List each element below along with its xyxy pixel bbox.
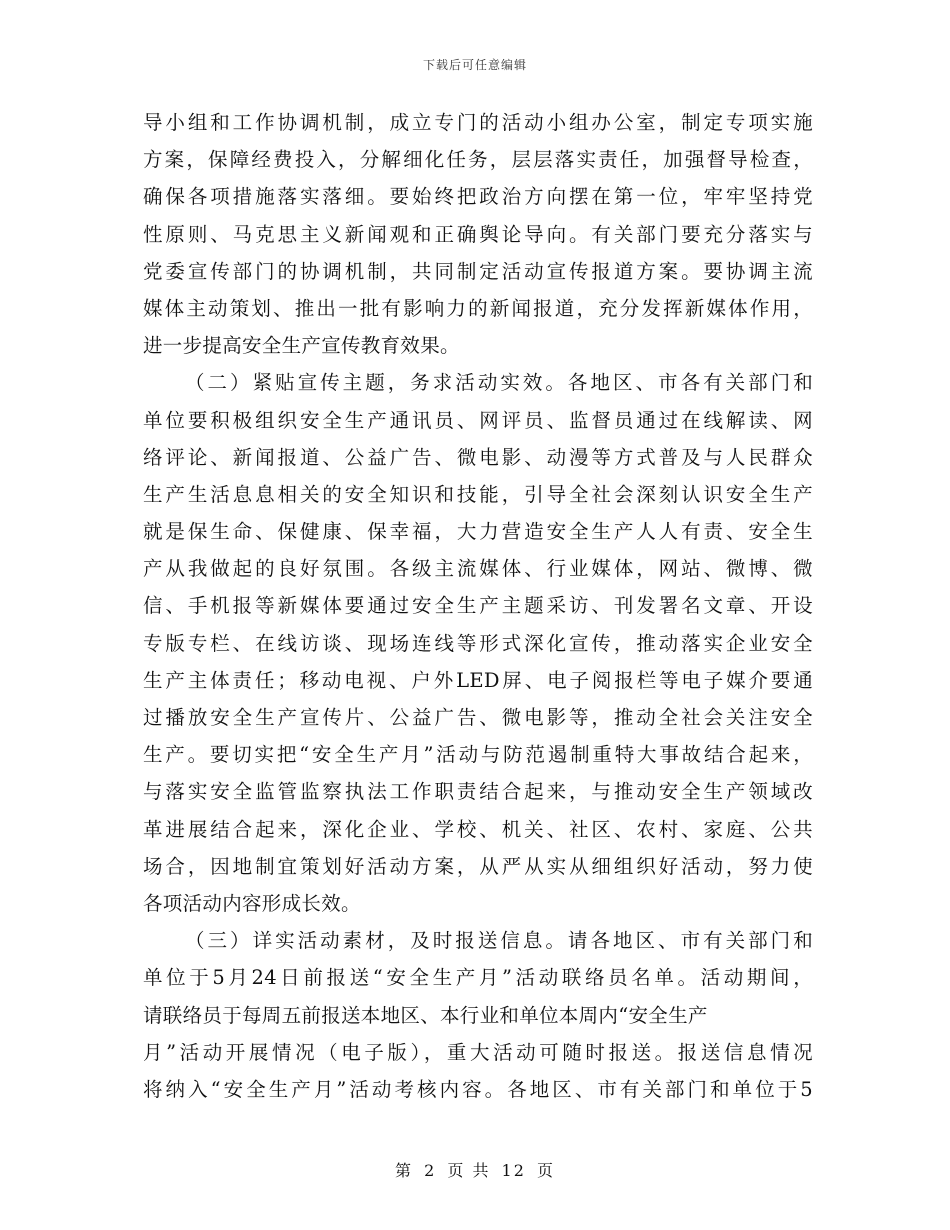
footer-suffix: 页 (537, 1161, 556, 1180)
text-line: 媒体主动策划、推出一批有影响力的新闻报道，充分发挥新媒体作用， (143, 296, 813, 320)
text-line: 信、手机报等新媒体要通过安全生产主题采访、刊发署名文章、开设 (143, 594, 813, 618)
text-line: 党委宣传部门的协调机制，共同制定活动宣传报道方案。要协调主流 (143, 259, 813, 283)
text-line: 产从我做起的良好氛围。各级主流媒体、行业媒体，网站、微博、微 (143, 557, 813, 581)
text-line: 单位要积极组织安全生产通讯员、网评员、监督员通过在线解读、网 (143, 408, 813, 432)
text-line: 生产生活息息相关的安全知识和技能，引导全社会深刻认识安全生产 (143, 482, 813, 506)
text-line: 场合，因地制宜策划好活动方案，从严从实从细组织好活动，努力使 (143, 854, 813, 878)
text-line: 就是保生命、保健康、保幸福，大力营造安全生产人人有责、安全生 (143, 520, 813, 544)
footer-current-page: 2 (424, 1161, 437, 1180)
text-line: 确保各项措施落实落细。要始终把政治方向摆在第一位，牢牢坚持党 (143, 185, 813, 209)
text-line: 专版专栏、在线访谈、现场连线等形式深化宣传，推动落实企业安全 (143, 631, 813, 655)
text-line: 过播放安全生产宣传片、公益广告、微电影等，推动全社会关注安全 (143, 706, 813, 729)
text-line: 与落实安全监管监察执法工作职责结合起来，与推动安全生产领域改 (143, 780, 813, 804)
page-header: 下载后可任意编辑 (422, 58, 527, 72)
text-line: 单位于5月24日前报送“安全生产月”活动联络员名单。活动期间， (143, 966, 813, 990)
text-line: 请联络员于每周五前报送本地区、本行业和单位本周内“安全生产 (143, 1003, 708, 1027)
text-line: 各项活动内容形成长效。 (143, 891, 361, 915)
text-line: （二）紧贴宣传主题，务求活动实效。各地区、市各有关部门和 (185, 371, 813, 395)
footer-middle: 页 共 (447, 1161, 491, 1180)
text-line: 进一步提高安全生产宣传教育效果。 (143, 334, 460, 358)
text-line: 络评论、新闻报道、公益广告、微电影、动漫等方式普及与人民群众 (143, 445, 813, 469)
text-line: 生产主体责任；移动电视、户外LED屏、电子阅报栏等电子媒介要通 (143, 668, 813, 692)
footer-prefix: 第 (394, 1161, 413, 1180)
footer-total-pages: 12 (501, 1161, 526, 1180)
text-line: 方案，保障经费投入，分解细化任务，层层落实责任，加强督导检查， (143, 148, 813, 172)
text-line: 生产。要切实把“安全生产月”活动与防范遏制重特大事故结合起来， (143, 743, 813, 767)
document-body (143, 104, 813, 1108)
text-line: （三）详实活动素材，及时报送信息。请各地区、市有关部门和 (185, 929, 813, 953)
page-footer (0, 1158, 950, 1181)
text-line: 将纳入“安全生产月”活动考核内容。各地区、市有关部门和单位于5 (143, 1077, 813, 1101)
text-line: 月”活动开展情况（电子版），重大活动可随时报送。报送信息情况 (143, 1040, 813, 1064)
text-line: 导小组和工作协调机制，成立专门的活动小组办公室，制定专项实施 (143, 111, 813, 134)
text-line: 革进展结合起来，深化企业、学校、机关、社区、农村、家庭、公共 (143, 817, 813, 841)
text-line: 性原则、马克思主义新闻观和正确舆论导向。有关部门要充分落实与 (143, 222, 813, 246)
